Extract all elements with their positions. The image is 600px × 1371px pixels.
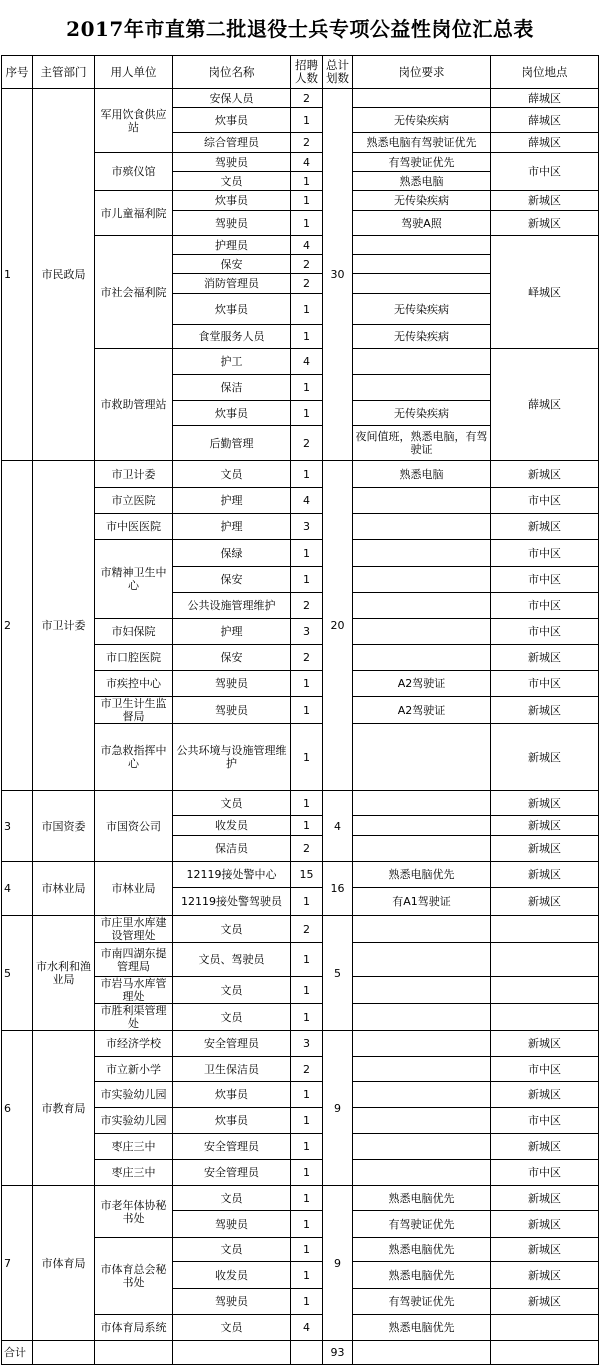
hire-cell: 1	[291, 108, 323, 133]
req-cell	[353, 540, 491, 567]
hire-cell: 1	[291, 461, 323, 488]
table-row	[2, 461, 599, 488]
empty-cell	[33, 1341, 95, 1365]
req-cell	[353, 724, 491, 791]
req-cell: 熟悉电脑优先	[353, 1262, 491, 1289]
loc-cell: 新城区	[491, 888, 599, 916]
empty-cell	[291, 1341, 323, 1365]
table-row	[2, 89, 599, 108]
hire-cell: 1	[291, 1108, 323, 1134]
seq-cell: 7	[2, 1186, 33, 1341]
post-cell: 后勤管理	[173, 426, 291, 461]
hire-cell: 2	[291, 89, 323, 108]
req-cell	[353, 977, 491, 1004]
total-label: 合计	[2, 1341, 33, 1365]
hire-cell: 1	[291, 1238, 323, 1262]
loc-cell: 新城区	[491, 1031, 599, 1057]
hire-cell: 2	[291, 1057, 323, 1082]
unit-cell: 市老年体协秘书处	[95, 1186, 173, 1238]
loc-cell: 市中区	[491, 153, 599, 191]
req-cell: 熟悉电脑	[353, 172, 491, 191]
post-cell: 护工	[173, 349, 291, 375]
hire-cell: 3	[291, 1031, 323, 1057]
hire-cell: 1	[291, 172, 323, 191]
unit-cell: 市急救指挥中心	[95, 724, 173, 791]
unit-cell: 市精神卫生中心	[95, 540, 173, 619]
header-loc: 岗位地点	[491, 56, 599, 89]
loc-cell: 市中区	[491, 1108, 599, 1134]
loc-cell: 新城区	[491, 862, 599, 888]
hire-cell: 1	[291, 816, 323, 836]
unit-cell: 市社会福利院	[95, 236, 173, 349]
req-cell: 有驾驶证优先	[353, 153, 491, 172]
post-cell: 驾驶员	[173, 1289, 291, 1315]
post-cell: 收发员	[173, 1262, 291, 1289]
hire-cell: 2	[291, 274, 323, 294]
loc-cell: 新城区	[491, 791, 599, 816]
header-post: 岗位名称	[173, 56, 291, 89]
req-cell	[353, 1082, 491, 1108]
hire-cell: 1	[291, 325, 323, 349]
hire-cell: 2	[291, 133, 323, 153]
dept-cell: 市教育局	[33, 1031, 95, 1186]
unit-cell: 市卫生计生监督局	[95, 697, 173, 724]
req-cell	[353, 1160, 491, 1186]
hire-cell: 2	[291, 255, 323, 274]
req-cell	[353, 567, 491, 593]
post-cell: 文员	[173, 172, 291, 191]
req-cell: 无传染疾病	[353, 294, 491, 325]
seq-cell: 2	[2, 461, 33, 791]
unit-cell: 市经济学校	[95, 1031, 173, 1057]
req-cell: 驾驶A照	[353, 211, 491, 236]
post-cell: 文员	[173, 1186, 291, 1211]
empty-cell	[353, 1341, 491, 1365]
loc-cell: 新城区	[491, 836, 599, 862]
req-cell	[353, 236, 491, 255]
post-cell: 12119接处警驾驶员	[173, 888, 291, 916]
seq-cell: 5	[2, 916, 33, 1031]
hire-cell: 1	[291, 211, 323, 236]
post-cell: 保安	[173, 255, 291, 274]
req-cell: 熟悉电脑有驾驶证优先	[353, 133, 491, 153]
unit-cell: 市体育局系统	[95, 1315, 173, 1341]
loc-cell: 新城区	[491, 1262, 599, 1289]
loc-cell	[491, 916, 599, 943]
hire-cell: 2	[291, 916, 323, 943]
hire-cell: 1	[291, 1082, 323, 1108]
total-cell: 4	[323, 791, 353, 862]
unit-cell: 市救助管理站	[95, 349, 173, 461]
req-cell: 熟悉电脑优先	[353, 1315, 491, 1341]
req-cell: 熟悉电脑优先	[353, 862, 491, 888]
req-cell: 熟悉电脑优先	[353, 1186, 491, 1211]
unit-cell: 市立新小学	[95, 1057, 173, 1082]
post-cell: 驾驶员	[173, 153, 291, 172]
post-cell: 保安	[173, 567, 291, 593]
hire-cell: 4	[291, 488, 323, 514]
loc-cell: 市中区	[491, 567, 599, 593]
hire-cell: 4	[291, 153, 323, 172]
loc-cell: 市中区	[491, 593, 599, 619]
table-row	[2, 862, 599, 888]
unit-cell: 市南四湖东提管理局	[95, 943, 173, 977]
post-cell: 文员	[173, 916, 291, 943]
req-cell	[353, 619, 491, 645]
req-cell	[353, 514, 491, 540]
loc-cell: 市中区	[491, 540, 599, 567]
dept-cell: 市国资委	[33, 791, 95, 862]
header-hire: 招聘人数	[291, 56, 323, 89]
req-cell: 熟悉电脑	[353, 461, 491, 488]
post-cell: 安保人员	[173, 89, 291, 108]
hire-cell: 2	[291, 836, 323, 862]
post-cell: 驾驶员	[173, 697, 291, 724]
req-cell	[353, 943, 491, 977]
unit-cell: 市国资公司	[95, 791, 173, 862]
post-cell: 护理	[173, 619, 291, 645]
header-unit: 用人单位	[95, 56, 173, 89]
grand-total: 93	[323, 1341, 353, 1365]
hire-cell: 1	[291, 671, 323, 697]
hire-cell: 1	[291, 1134, 323, 1160]
unit-cell: 市疾控中心	[95, 671, 173, 697]
hire-cell: 1	[291, 1211, 323, 1238]
unit-cell: 市卫计委	[95, 461, 173, 488]
req-cell	[353, 791, 491, 816]
hire-cell: 4	[291, 236, 323, 255]
loc-cell: 市中区	[491, 619, 599, 645]
total-cell: 16	[323, 862, 353, 916]
total-cell: 5	[323, 916, 353, 1031]
hire-cell: 1	[291, 1160, 323, 1186]
header-seq: 序号	[2, 56, 33, 89]
req-cell: 有A1驾驶证	[353, 888, 491, 916]
req-cell	[353, 1108, 491, 1134]
hire-cell: 1	[291, 1186, 323, 1211]
empty-cell	[491, 1341, 599, 1365]
req-cell: 无传染疾病	[353, 191, 491, 211]
loc-cell: 新城区	[491, 1238, 599, 1262]
post-cell: 文员	[173, 1238, 291, 1262]
loc-cell: 薛城区	[491, 89, 599, 108]
unit-cell: 市胜利渠管理处	[95, 1004, 173, 1031]
req-cell	[353, 488, 491, 514]
hire-cell: 2	[291, 426, 323, 461]
hire-cell: 15	[291, 862, 323, 888]
unit-cell: 市中医医院	[95, 514, 173, 540]
post-cell: 文员	[173, 1004, 291, 1031]
loc-cell: 新城区	[491, 461, 599, 488]
req-cell: 熟悉电脑优先	[353, 1238, 491, 1262]
req-cell	[353, 645, 491, 671]
loc-cell: 市中区	[491, 671, 599, 697]
loc-cell: 新城区	[491, 816, 599, 836]
post-cell: 驾驶员	[173, 1211, 291, 1238]
req-cell	[353, 593, 491, 619]
req-cell	[353, 1031, 491, 1057]
positions-table	[1, 55, 599, 1365]
req-cell	[353, 349, 491, 375]
post-cell: 护理员	[173, 236, 291, 255]
table-row	[2, 916, 599, 943]
post-cell: 综合管理员	[173, 133, 291, 153]
loc-cell: 市中区	[491, 1160, 599, 1186]
seq-cell: 6	[2, 1031, 33, 1186]
table-row	[2, 1031, 599, 1057]
unit-cell: 市实验幼儿园	[95, 1108, 173, 1134]
unit-cell: 市岩马水库管理处	[95, 977, 173, 1004]
post-cell: 炊事员	[173, 191, 291, 211]
post-cell: 公共环境与设施管理维护	[173, 724, 291, 791]
loc-cell: 新城区	[491, 514, 599, 540]
loc-cell: 薛城区	[491, 108, 599, 133]
req-cell	[353, 89, 491, 108]
hire-cell: 1	[291, 294, 323, 325]
post-cell: 炊事员	[173, 401, 291, 426]
empty-cell	[95, 1341, 173, 1365]
req-cell	[353, 255, 491, 274]
loc-cell: 新城区	[491, 191, 599, 211]
post-cell: 安全管理员	[173, 1134, 291, 1160]
unit-cell: 市体育总会秘书处	[95, 1238, 173, 1315]
post-cell: 卫生保洁员	[173, 1057, 291, 1082]
hire-cell: 2	[291, 593, 323, 619]
loc-cell: 市中区	[491, 1057, 599, 1082]
table-title: 2017年市直第二批退役士兵专项公益性岗位汇总表	[66, 17, 534, 41]
post-cell: 文员	[173, 791, 291, 816]
hire-cell: 1	[291, 977, 323, 1004]
total-cell: 20	[323, 461, 353, 791]
loc-cell	[491, 977, 599, 1004]
table-row	[2, 791, 599, 816]
hire-cell: 1	[291, 1289, 323, 1315]
req-cell	[353, 816, 491, 836]
empty-cell	[173, 1341, 291, 1365]
hire-cell: 1	[291, 540, 323, 567]
unit-cell: 枣庄三中	[95, 1134, 173, 1160]
req-cell	[353, 1134, 491, 1160]
loc-cell: 新城区	[491, 1186, 599, 1211]
post-cell: 收发员	[173, 816, 291, 836]
post-cell: 炊事员	[173, 294, 291, 325]
hire-cell: 1	[291, 888, 323, 916]
loc-cell: 薛城区	[491, 349, 599, 461]
post-cell: 保洁员	[173, 836, 291, 862]
hire-cell: 1	[291, 943, 323, 977]
req-cell: 有驾驶证优先	[353, 1211, 491, 1238]
req-cell: A2驾驶证	[353, 697, 491, 724]
unit-cell: 军用饮食供应站	[95, 89, 173, 153]
post-cell: 安全管理员	[173, 1160, 291, 1186]
seq-cell: 1	[2, 89, 33, 461]
hire-cell: 1	[291, 724, 323, 791]
header-dept: 主管部门	[33, 56, 95, 89]
seq-cell: 3	[2, 791, 33, 862]
loc-cell: 新城区	[491, 1134, 599, 1160]
total-cell: 30	[323, 89, 353, 461]
unit-cell: 市口腔医院	[95, 645, 173, 671]
hire-cell: 1	[291, 1004, 323, 1031]
header-total: 总计划数	[323, 56, 353, 89]
unit-cell: 市实验幼儿园	[95, 1082, 173, 1108]
req-cell	[353, 274, 491, 294]
req-cell	[353, 375, 491, 401]
hire-cell: 2	[291, 645, 323, 671]
unit-cell: 市殡仪馆	[95, 153, 173, 191]
post-cell: 炊事员	[173, 1082, 291, 1108]
hire-cell: 1	[291, 1262, 323, 1289]
seq-cell: 4	[2, 862, 33, 916]
unit-cell: 市立医院	[95, 488, 173, 514]
header-req: 岗位要求	[353, 56, 491, 89]
post-cell: 食堂服务人员	[173, 325, 291, 349]
post-cell: 保安	[173, 645, 291, 671]
req-cell: 有驾驶证优先	[353, 1289, 491, 1315]
hire-cell: 3	[291, 619, 323, 645]
loc-cell: 市中区	[491, 488, 599, 514]
post-cell: 文员	[173, 977, 291, 1004]
loc-cell: 新城区	[491, 1289, 599, 1315]
post-cell: 护理	[173, 514, 291, 540]
post-cell: 12119接处警中心	[173, 862, 291, 888]
req-cell	[353, 836, 491, 862]
hire-cell: 1	[291, 401, 323, 426]
unit-cell: 市庄里水库建设管理处	[95, 916, 173, 943]
req-cell: 夜间值班，熟悉电脑，有驾驶证	[353, 426, 491, 461]
post-cell: 驾驶员	[173, 671, 291, 697]
post-cell: 炊事员	[173, 1108, 291, 1134]
unit-cell: 枣庄三中	[95, 1160, 173, 1186]
post-cell: 消防管理员	[173, 274, 291, 294]
req-cell: 无传染疾病	[353, 108, 491, 133]
hire-cell: 1	[291, 697, 323, 724]
unit-cell: 市儿童福利院	[95, 191, 173, 236]
post-cell: 文员	[173, 461, 291, 488]
loc-cell	[491, 943, 599, 977]
post-cell: 炊事员	[173, 108, 291, 133]
hire-cell: 1	[291, 567, 323, 593]
dept-cell: 市民政局	[33, 89, 95, 461]
req-cell: 无传染疾病	[353, 325, 491, 349]
post-cell: 文员、驾驶员	[173, 943, 291, 977]
unit-cell: 市林业局	[95, 862, 173, 916]
dept-cell: 市卫计委	[33, 461, 95, 791]
total-cell: 9	[323, 1186, 353, 1341]
loc-cell	[491, 1004, 599, 1031]
hire-cell: 1	[291, 791, 323, 816]
loc-cell: 新城区	[491, 697, 599, 724]
loc-cell: 新城区	[491, 211, 599, 236]
dept-cell: 市林业局	[33, 862, 95, 916]
loc-cell: 新城区	[491, 1082, 599, 1108]
req-cell	[353, 916, 491, 943]
loc-cell: 新城区	[491, 1211, 599, 1238]
hire-cell: 1	[291, 375, 323, 401]
hire-cell: 1	[291, 191, 323, 211]
loc-cell	[491, 1315, 599, 1341]
loc-cell: 新城区	[491, 724, 599, 791]
table-row	[2, 1186, 599, 1211]
unit-cell: 市妇保院	[95, 619, 173, 645]
req-cell	[353, 1057, 491, 1082]
hire-cell: 3	[291, 514, 323, 540]
total-row	[2, 1341, 599, 1365]
dept-cell: 市体育局	[33, 1186, 95, 1341]
post-cell: 保绿	[173, 540, 291, 567]
dept-cell: 市水利和渔业局	[33, 916, 95, 1031]
loc-cell: 新城区	[491, 645, 599, 671]
post-cell: 安全管理员	[173, 1031, 291, 1057]
total-cell: 9	[323, 1031, 353, 1186]
post-cell: 文员	[173, 1315, 291, 1341]
req-cell: A2驾驶证	[353, 671, 491, 697]
hire-cell: 4	[291, 1315, 323, 1341]
post-cell: 保洁	[173, 375, 291, 401]
req-cell	[353, 1004, 491, 1031]
hire-cell: 4	[291, 349, 323, 375]
post-cell: 护理	[173, 488, 291, 514]
loc-cell: 峄城区	[491, 236, 599, 349]
post-cell: 公共设施管理维护	[173, 593, 291, 619]
header-row	[2, 56, 599, 89]
req-cell: 无传染疾病	[353, 401, 491, 426]
post-cell: 驾驶员	[173, 211, 291, 236]
loc-cell: 薛城区	[491, 133, 599, 153]
